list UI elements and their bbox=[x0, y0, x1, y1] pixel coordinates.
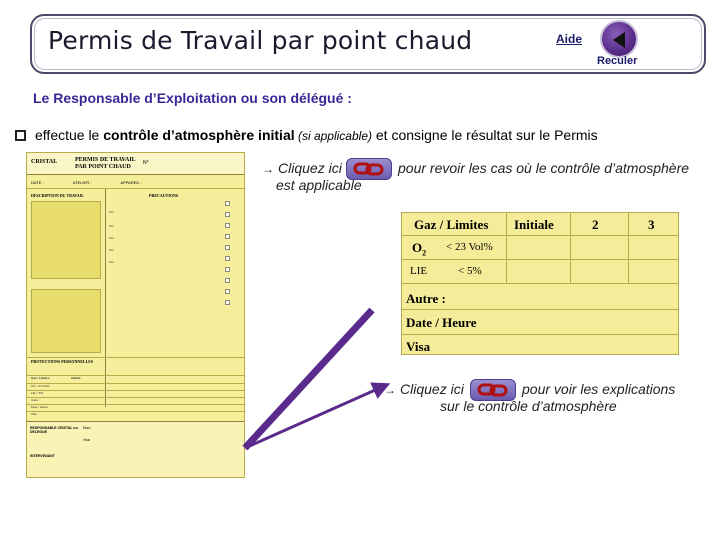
table-row bbox=[402, 235, 678, 236]
table-o2-label: $O_2$ bbox=[412, 240, 427, 258]
permit-gas-header: Gaz / Limites bbox=[31, 376, 50, 380]
table-lie-label: LIE bbox=[410, 265, 428, 277]
gas-limits-table bbox=[401, 212, 679, 355]
permit-gas-header-initiale: Initiale bbox=[71, 376, 81, 380]
page-title: Permis de Travail par point chaud bbox=[48, 26, 473, 55]
permit-divider bbox=[27, 357, 244, 358]
section-heading: Le Responsable d’Exploitation ou son délégué : bbox=[33, 90, 352, 106]
permit-protections-label: PROTECTIONS PERSONNELLES bbox=[31, 359, 94, 364]
permit-gas-lie: LIE < 5% bbox=[31, 391, 44, 395]
permit-form-header bbox=[27, 153, 244, 175]
table-row-autre: Autre : bbox=[406, 291, 446, 306]
hint-bottom-line2: sur le contrôle d’atmosphère bbox=[440, 398, 617, 414]
permit-oui-3: Oui bbox=[109, 236, 114, 240]
hint-top-rest: pour revoir les cas où le contrôle d’atmosphère bbox=[398, 160, 690, 176]
permit-divider bbox=[27, 375, 244, 376]
table-vline bbox=[506, 213, 507, 283]
permit-intervenant-label: INTERVENANT bbox=[30, 454, 55, 458]
back-label[interactable]: Reculer bbox=[597, 55, 638, 67]
table-header-2: 2 bbox=[592, 217, 599, 232]
hint-bottom-rest: pour voir les explications bbox=[522, 381, 676, 397]
permit-oui-5: Oui bbox=[109, 260, 114, 264]
permit-gas-row bbox=[27, 404, 244, 411]
chain-link-icon bbox=[352, 161, 386, 177]
table-row bbox=[402, 259, 678, 260]
table-o2-limit: < 23 Vol% bbox=[446, 241, 493, 253]
permit-signature-area bbox=[27, 421, 244, 478]
permit-responsable-label: RESPONSABLE CRISTAL ou DELEGUE bbox=[30, 426, 78, 434]
permit-nom-label: Nom bbox=[83, 426, 91, 430]
permit-field-appareil: APPAREIL : bbox=[120, 180, 142, 185]
table-lie-limit: < 5% bbox=[458, 265, 482, 277]
bullet-text-pre: effectue le bbox=[35, 127, 104, 143]
permit-fields-row bbox=[27, 180, 244, 185]
table-row bbox=[402, 334, 678, 335]
permit-checkbox-column bbox=[225, 201, 234, 311]
permit-field-atelier: ATELIER : bbox=[72, 180, 92, 185]
permit-gas-row bbox=[27, 390, 244, 397]
table-vline bbox=[570, 213, 571, 283]
hint-top bbox=[262, 160, 342, 176]
table-row bbox=[402, 309, 678, 310]
permit-oui-1: Oui bbox=[109, 210, 114, 214]
permit-field-date: DATE : bbox=[31, 180, 44, 185]
play-left-icon bbox=[610, 30, 630, 50]
permit-gas-row bbox=[27, 397, 244, 404]
permit-gas-row bbox=[27, 383, 244, 390]
hint-top-click: Cliquez ici bbox=[278, 160, 342, 176]
table-header-3: 3 bbox=[648, 217, 655, 232]
permit-gas-visa: Visa bbox=[31, 412, 37, 416]
chain-link-icon bbox=[476, 382, 510, 398]
hint-top-line2: est applicable bbox=[276, 177, 362, 193]
table-header-gas: Gaz / Limites bbox=[414, 217, 489, 232]
bullet-text-small: (si applicable) bbox=[294, 129, 372, 143]
permit-gas-date: Date / Heure bbox=[31, 405, 49, 409]
permit-gas-row bbox=[27, 411, 244, 418]
checkbox-bullet-icon bbox=[15, 130, 26, 141]
permit-visa-label: Visa bbox=[83, 438, 90, 442]
permit-company: CRISTAL bbox=[31, 159, 58, 165]
hint-bottom bbox=[384, 381, 464, 397]
permit-gas-autre: Autre : bbox=[31, 398, 40, 402]
permit-title: PERMIS DE TRAVAIL PAR POINT CHAUD bbox=[75, 157, 136, 170]
arrow-right-icon: → bbox=[384, 383, 396, 397]
permit-precautions-label: PRECAUTIONS bbox=[149, 193, 179, 198]
back-button[interactable] bbox=[600, 20, 638, 58]
permit-description-area bbox=[31, 201, 101, 279]
table-header-initiale: Initiale bbox=[514, 217, 554, 232]
permit-side-area bbox=[31, 289, 101, 353]
help-link[interactable]: Aide bbox=[556, 32, 583, 46]
diagonal-arrow bbox=[245, 310, 372, 448]
permit-description-label: DESCRIPTION DU TRAVAIL bbox=[31, 193, 84, 198]
permit-gas-o2: O2 < 23 Vol% bbox=[31, 384, 50, 388]
instruction-bullet bbox=[15, 127, 598, 143]
permit-oui-2: Oui bbox=[109, 224, 114, 228]
table-vline bbox=[628, 213, 629, 283]
table-row bbox=[402, 283, 678, 284]
hint-bottom-click: Cliquez ici bbox=[400, 381, 464, 397]
permit-oui-4: Oui bbox=[109, 248, 114, 252]
permit-number: N° bbox=[143, 160, 149, 166]
permit-form-image bbox=[26, 152, 245, 478]
bullet-text-post: et consigne le résultat sur le Permis bbox=[372, 127, 598, 143]
bullet-text-bold: contrôle d’atmosphère initial bbox=[103, 127, 295, 143]
table-row-visa: Visa bbox=[406, 339, 431, 354]
table-row-date: Date / Heure bbox=[406, 315, 477, 330]
pointer-arrow bbox=[245, 387, 382, 448]
arrow-right-icon: → bbox=[262, 162, 274, 176]
